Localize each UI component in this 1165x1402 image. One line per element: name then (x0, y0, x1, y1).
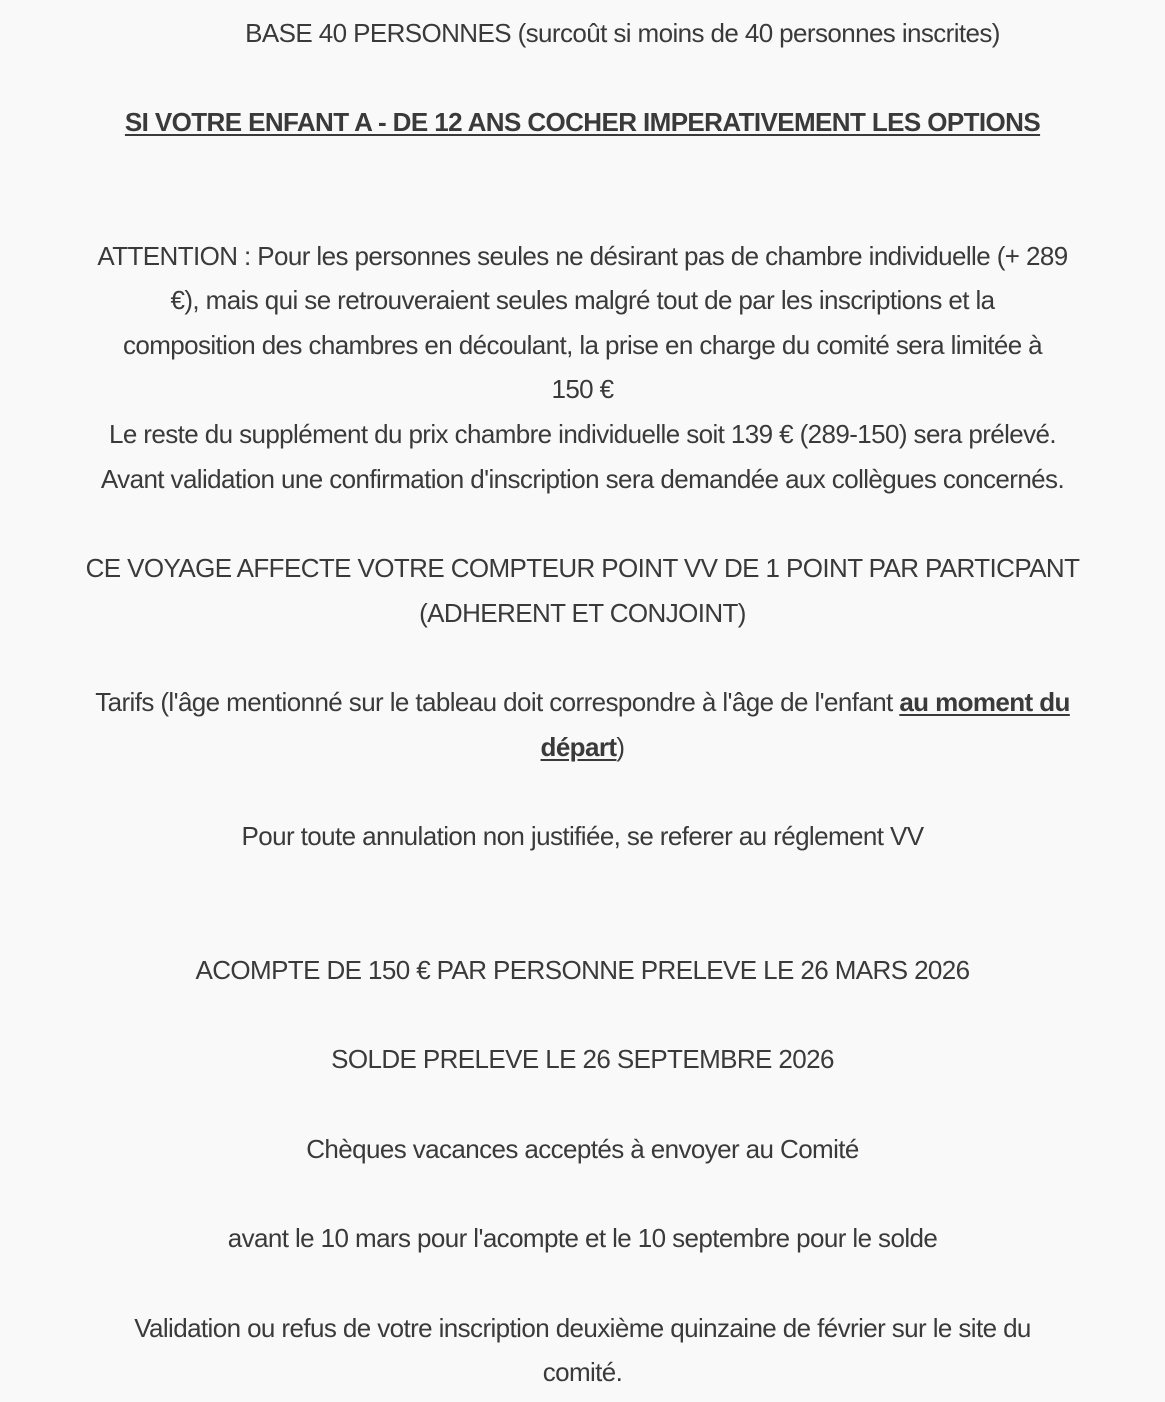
points-note-line-1: CE VOYAGE AFFECTE VOTRE COMPTEUR POINT VV DE 1 POINT PAR PARTICPANT (85, 553, 1080, 583)
attention-line-2: €), mais qui se retrouveraient seules malgré tout de par les inscriptions et la (170, 285, 995, 315)
cheques-note: Chèques vacances acceptés à envoyer au Comité (306, 1134, 859, 1164)
validation-line-1: Validation ou refus de votre inscription deuxième quinzaine de février sur le site du (134, 1313, 1031, 1343)
validation-line-2: comité. (542, 1357, 623, 1387)
child-warning-text: SI VOTRE ENFANT A - DE 12 ANS COCHER IMPERATIVEMENT LES OPTIONS (124, 107, 1041, 137)
attention-line-1: ATTENTION : Pour les personnes seules ne désirant pas de chambre individuelle (+ 289 (97, 241, 1068, 271)
attention-line-6: Avant validation une confirmation d'inscription sera demandée aux collègues concernés. (100, 464, 1065, 494)
tarifs-line-2 (0, 725, 1165, 770)
attention-line-5: Le reste du supplément du prix chambre individuelle soit 139 € (289-150) sera prélevé. (108, 419, 1057, 449)
tarifs-suffix: ) (616, 732, 625, 762)
tarifs-emphasis-1: au moment du (899, 687, 1070, 717)
cancellation-note: Pour toute annulation non justifiée, se referer au réglement VV (241, 821, 924, 851)
attention-line-4: 150 € (551, 374, 614, 404)
balance-note: SOLDE PRELEVE LE 26 SEPTEMBRE 2026 (331, 1044, 834, 1074)
deposit-note: ACOMPTE DE 150 € PAR PERSONNE PRELEVE LE 26 MARS 2026 (195, 955, 970, 985)
base-note: BASE 40 PERSONNES (surcoût si moins de 40 personnes inscrites) (245, 18, 1000, 48)
tarifs-emphasis-2: départ (540, 732, 617, 762)
child-warning (0, 100, 1165, 145)
tarifs-prefix: Tarifs (l'âge mentionné sur le tableau doit correspondre à l'âge de l'enfant (95, 687, 900, 717)
attention-line-3: composition des chambres en découlant, la prise en charge du comité sera limitée à (122, 330, 1043, 360)
points-note-line-2: (ADHERENT ET CONJOINT) (419, 598, 746, 628)
cheques-deadline-note: avant le 10 mars pour l'acompte et le 10 septembre pour le solde (227, 1223, 938, 1253)
tarifs-line-1 (0, 680, 1165, 725)
